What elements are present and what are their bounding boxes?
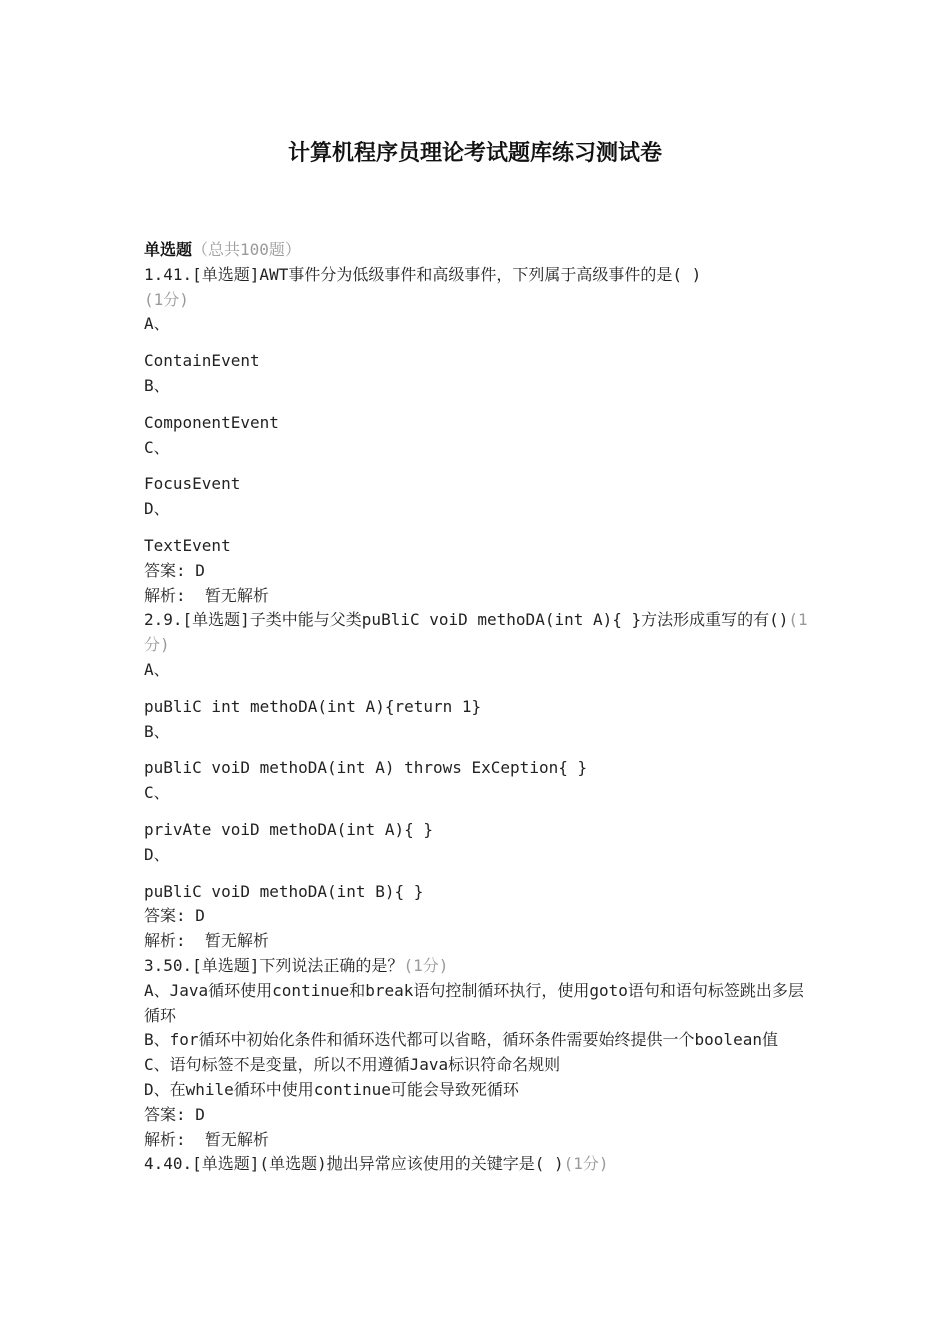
option-label: B、 (144, 375, 170, 395)
answer: 答案: D (144, 560, 205, 580)
option-text: ContainEvent (144, 351, 260, 371)
question-1 (144, 263, 814, 609)
option-label: A、 (144, 659, 170, 679)
question-list (144, 238, 814, 1177)
section-header (144, 238, 814, 263)
option-a: A、Java循环使用continue和break语句控制循环执行，使用goto语句和语句标签跳出多层循环 (144, 980, 804, 1025)
option-text: ComponentEvent (144, 412, 279, 432)
option-b: B、for循环中初始化条件和循环迭代都可以省略，循环条件需要始终提供一个boolean值 (144, 1030, 778, 1050)
option-text: privAte voiD methoDA(int A){ } (144, 819, 433, 839)
answer: 答案: D (144, 1104, 205, 1124)
option-label: D、 (144, 844, 170, 864)
answer: 答案: D (144, 906, 205, 926)
question-stem: 3.50.[单选题]下列说法正确的是？(1分) (144, 955, 449, 975)
option-label: B、 (144, 721, 170, 741)
question-stem: 2.9.[单选题]子类中能与父类puBliC voiD methoDA(int A){ }方法形成重写的有()(1分) (144, 610, 808, 655)
question-score: (1分) (403, 955, 449, 975)
section-name: 单选题 (144, 240, 193, 259)
document-title: 计算机程序员理论考试题库练习测试卷 (287, 140, 662, 166)
option-text: puBliC voiD methoDA(int B){ } (144, 881, 424, 901)
question-score: (1分) (144, 610, 808, 655)
option-text: puBliC int methoDA(int A){return 1} (144, 696, 482, 716)
option-d: D、在while循环中使用continue可能会导致死循环 (144, 1079, 519, 1099)
analysis: 解析: 暂无解析 (144, 1129, 269, 1149)
option-label: C、 (144, 783, 170, 803)
analysis: 解析: 暂无解析 (144, 931, 269, 951)
question-stem: 1.41.[单选题]AWT事件分为低级事件和高级事件，下列属于高级事件的是( ) (144, 264, 702, 284)
analysis: 解析: 暂无解析 (144, 585, 269, 605)
option-label: A、 (144, 314, 170, 334)
section-count: （总共100题） (192, 240, 301, 259)
question-score: (1分) (144, 289, 189, 309)
option-text: puBliC voiD methoDA(int A) throws ExCeption{ } (144, 758, 588, 778)
question-3 (144, 954, 814, 1152)
question-score: (1分) (563, 1154, 609, 1174)
option-label: D、 (144, 499, 170, 519)
option-label: C、 (144, 437, 170, 457)
question-4 (144, 1152, 814, 1177)
option-text: TextEvent (144, 535, 231, 555)
question-2 (144, 608, 814, 954)
question-stem: 4.40.[单选题](单选题)抛出异常应该使用的关键字是( )(1分) (144, 1154, 609, 1174)
option-c: C、语句标签不是变量，所以不用遵循Java标识符命名规则 (144, 1055, 561, 1075)
option-text: FocusEvent (144, 474, 241, 494)
